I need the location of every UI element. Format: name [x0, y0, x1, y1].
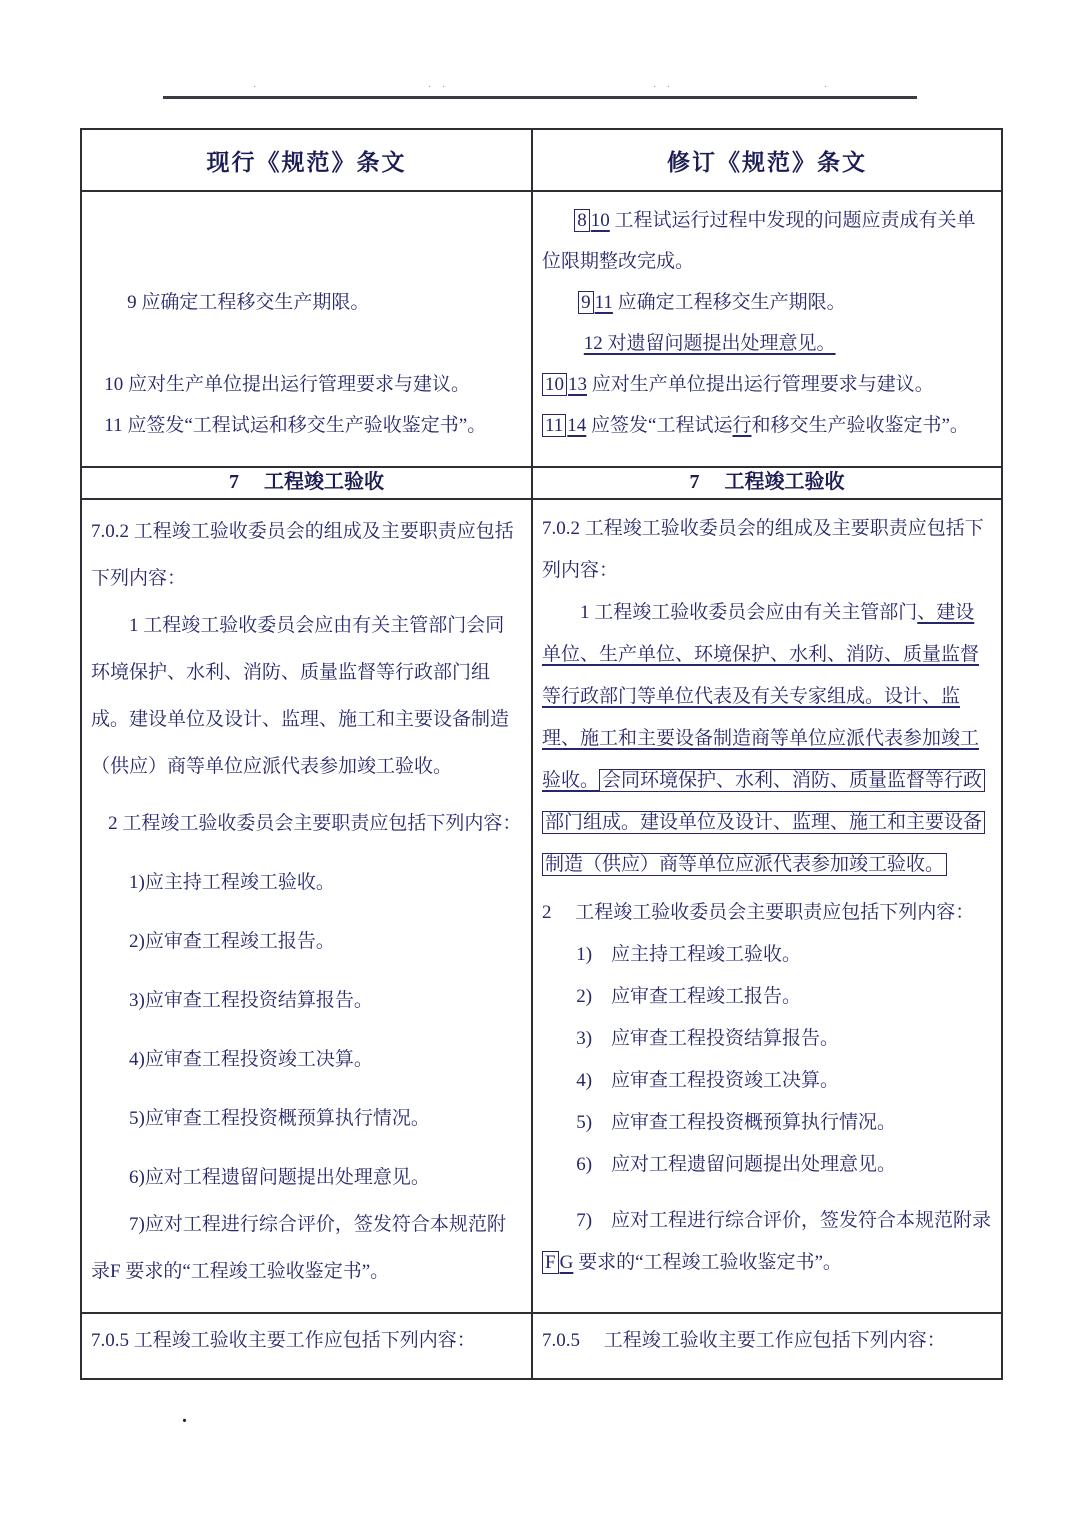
bottom-margin-mark: . [182, 1405, 187, 1427]
paragraph [542, 1328, 992, 1354]
text-run: 10 应对生产单位提出运行管理要求与建议。 [104, 374, 471, 395]
text-run: 和移交生产验收鉴定书”。 [751, 415, 969, 436]
section-row [81, 467, 1002, 499]
text-run: 7.0.2 工程竣工验收委员会的组成及主要职责应包括下列内容： [91, 521, 514, 589]
deleted-text: 8 [574, 209, 590, 232]
paragraph [542, 934, 992, 976]
right-cell [532, 1313, 1002, 1379]
text-run: 3)应审查工程投资结算报告。 [129, 990, 373, 1011]
paragraph [542, 405, 992, 446]
paragraph [91, 918, 522, 965]
left-cell [81, 499, 532, 1313]
paragraph [542, 1144, 992, 1186]
paragraph [91, 800, 522, 847]
header-current-column: 现行《规范》条文 [81, 129, 532, 191]
comparison-table-body [81, 191, 1002, 1379]
deleted-text: 会同环境保护、水利、消防、质量监督等行政部门组成。建设单位及设计、监理、施工和主要设备制造（供应）商等单位应派代表参加竣工验收。 [542, 769, 985, 876]
inserted-text: 12 对遗留问题提出处理意见。 [583, 333, 836, 354]
right-cell [532, 191, 1002, 467]
paragraph [91, 405, 522, 446]
left-cell [81, 191, 532, 467]
text-run: 6)应对工程遗留问题提出处理意见。 [129, 1167, 430, 1188]
text-run: 4) 应审查工程投资竣工决算。 [576, 1070, 840, 1091]
deleted-text: 11 [542, 414, 566, 437]
text-run: 2) 应审查工程竣工报告。 [576, 986, 802, 1007]
text-run: 工程试运行过程中发现的问题应责成有关单位限期整改完成。 [542, 210, 976, 272]
deleted-text: 10 [542, 373, 567, 396]
text-run: 5)应审查工程投资概预算执行情况。 [129, 1108, 430, 1129]
right-cell [532, 499, 1002, 1313]
paragraph [542, 592, 992, 886]
text-run: 1 工程竣工验收委员会应由有关主管部门会同环境保护、水利、消防、质量监督等行政部门组成。建设单位及设计、监理、施工和主要设备制造（供应）商等单位应派代表参加竣工验收。 [91, 615, 510, 777]
inserted-text: 行 [732, 415, 752, 436]
paragraph [542, 200, 992, 282]
inserted-text: G [559, 1252, 574, 1273]
paragraph [91, 508, 522, 602]
paragraph [91, 1201, 522, 1295]
text-run: 7)应对工程进行综合评价，签发符合本规范附录F 要求的“工程竣工验收鉴定书”。 [91, 1214, 506, 1282]
paragraph [91, 1036, 522, 1083]
table-row [81, 191, 1002, 467]
paragraph [542, 323, 992, 364]
paragraph [533, 470, 1001, 495]
text-run: 7 工程竣工验收 [689, 471, 845, 493]
paragraph [542, 1102, 992, 1144]
paragraph [542, 1018, 992, 1060]
paragraph [91, 602, 522, 790]
paragraph [91, 1328, 522, 1354]
table-row [81, 499, 1002, 1313]
text-run: 应确定工程移交生产期限。 [612, 292, 846, 313]
text-run: 应对生产单位提出运行管理要求与建议。 [587, 374, 934, 395]
text-run: 1)应主持工程竣工验收。 [129, 872, 335, 893]
text-run: 7.0.5 工程竣工验收主要工作应包括下列内容： [91, 1330, 476, 1351]
text-run: 2 工程竣工验收委员会主要职责应包括下列内容： [108, 813, 522, 834]
inserted-text: 13 [568, 374, 587, 395]
inserted-text: 14 [567, 415, 587, 436]
paragraph [542, 1060, 992, 1102]
text-run: 4)应审查工程投资竣工决算。 [129, 1049, 373, 1070]
paragraph [91, 364, 522, 405]
deleted-text: F [542, 1251, 559, 1274]
inserted-text: 11 [594, 292, 613, 313]
paragraph [91, 282, 522, 323]
text-run: 1 工程竣工验收委员会应由有关主管部门 [580, 602, 918, 623]
paragraph [91, 1095, 522, 1142]
margin-dot: · [253, 82, 261, 93]
left-cell [81, 1313, 532, 1379]
text-run: 11 应签发“工程试运和移交生产验收鉴定书”。 [104, 415, 487, 436]
paragraph [91, 977, 522, 1024]
header-revised-column: 修订《规范》条文 [532, 129, 1002, 191]
text-run: 7) 应对工程进行综合评价，签发符合本规范附录 [576, 1210, 992, 1231]
paragraph [82, 470, 531, 495]
text-run: 7.0.5 工程竣工验收主要工作应包括下列内容： [542, 1330, 946, 1351]
text-run: 要求的“工程竣工验收鉴定书”。 [573, 1252, 842, 1273]
text-run: 3) 应审查工程投资结算报告。 [576, 1028, 840, 1049]
inserted-text: 、建设单位、生产单位、环境保护、水利、消防、质量监督等行政部门等单位代表及有关专家组成。设计、监理、施工和主要设备制造商等单位应派代表参加竣工验收。 [542, 602, 980, 791]
margin-dot: · · [428, 82, 450, 93]
paragraph [542, 1200, 992, 1284]
paragraph [542, 364, 992, 405]
header-rule [163, 96, 917, 99]
paragraph [542, 892, 992, 934]
paragraph [542, 508, 992, 592]
comparison-table [80, 128, 1003, 1380]
table-row [81, 1313, 1002, 1379]
text-run: 5) 应审查工程投资概预算执行情况。 [576, 1112, 897, 1133]
text-run: 9 应确定工程移交生产期限。 [127, 292, 370, 313]
paragraph [542, 976, 992, 1018]
text-run: 7 工程竣工验收 [229, 471, 384, 493]
paragraph [91, 859, 522, 906]
paragraph [542, 282, 992, 323]
deleted-text: 9 [578, 291, 594, 314]
text-run: 应签发“工程试运 [586, 415, 733, 436]
text-run: 2 工程竣工验收委员会主要职责应包括下列内容： [542, 902, 975, 923]
text-run: 7.0.2 工程竣工验收委员会的组成及主要职责应包括下列内容： [542, 518, 984, 581]
paragraph [91, 1154, 522, 1201]
inserted-text: 10 [590, 210, 610, 231]
left-cell [81, 467, 532, 499]
text-run: 6) 应对工程遗留问题提出处理意见。 [576, 1154, 897, 1175]
margin-dot: · · [653, 82, 675, 93]
margin-dot: · [824, 82, 832, 93]
table-header-row [81, 129, 1002, 191]
text-run: 1) 应主持工程竣工验收。 [576, 944, 802, 965]
right-cell [532, 467, 1002, 499]
text-run: 2)应审查工程竣工报告。 [129, 931, 335, 952]
